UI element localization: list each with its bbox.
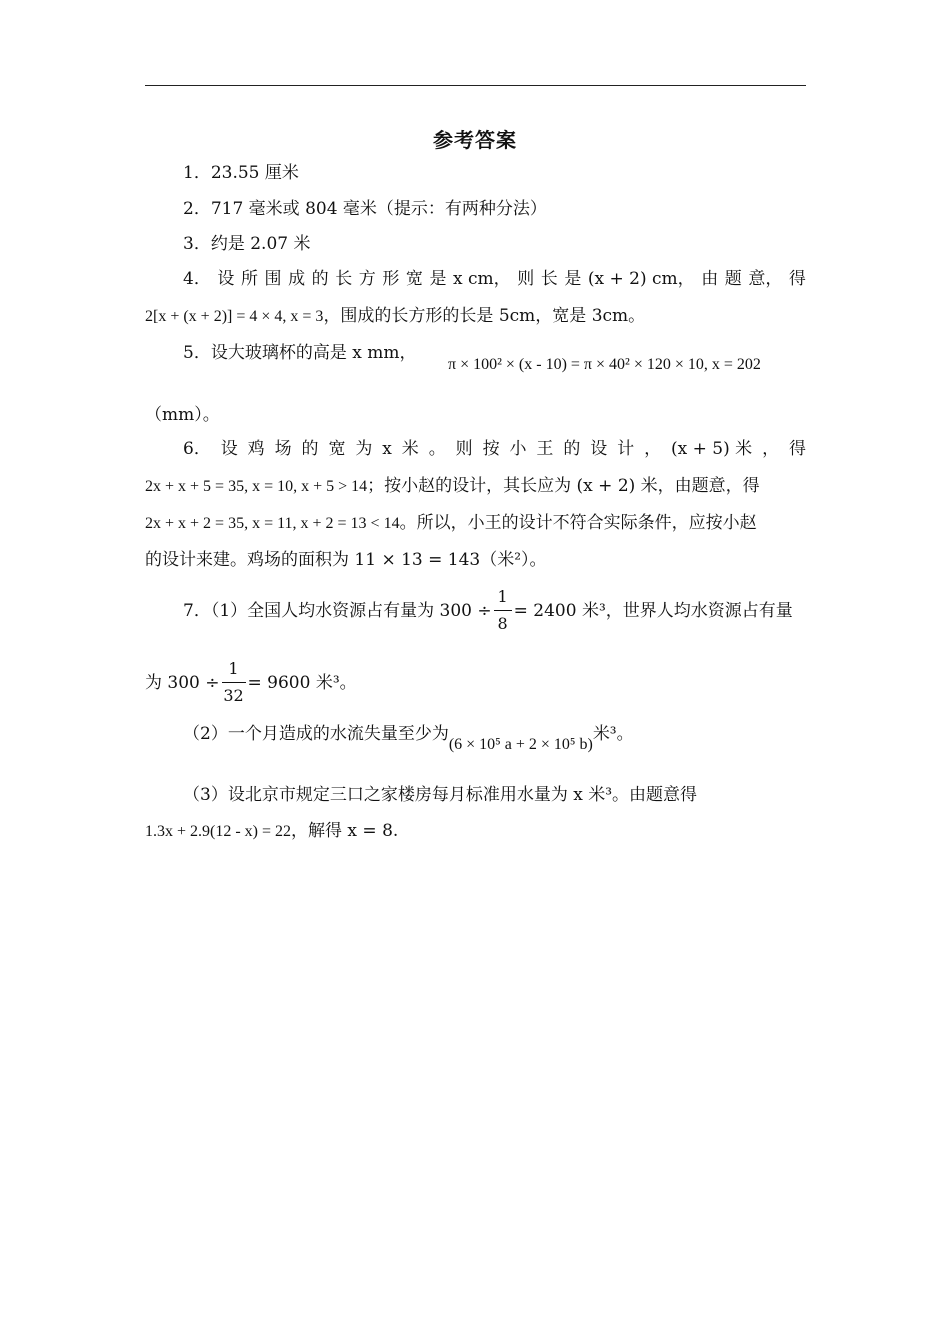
fraction-numerator: 1 — [497, 587, 508, 606]
answer-4-line-1-segment: 方 — [358, 269, 376, 289]
fraction-denominator: 32 — [223, 686, 244, 705]
answer-4-conclusion: ，围成的长方形的长是 5cm，宽是 3cm。 — [323, 306, 646, 326]
answer-6-line-1-segment: 。 — [428, 439, 446, 459]
answer-7-part-3-equation: 1.3x + 2.9(12 - x) = 22 — [145, 823, 292, 840]
answer-2: 2．717 毫米或 804 毫米（提示：有两种分法） — [183, 199, 547, 219]
answer-7-part-3-result: ，解得 x = 8. — [291, 821, 399, 841]
fraction-bar — [222, 682, 246, 683]
answer-6-text-2: ；按小赵的设计，其长应为 (x + 2) 米，由题意，得 — [367, 476, 760, 496]
answer-6-line-1-segment: 宽 — [328, 439, 346, 459]
answer-4-line-2 — [145, 305, 645, 328]
answer-5-equation: π × 100² × (x - 10) = π × 40² × 120 × 10, x = 202 — [448, 356, 761, 373]
answer-7-part-1-post: = 2400 米³，世界人均水资源占有量 — [513, 601, 793, 621]
answer-3: 3．约是 2.07 米 — [183, 234, 311, 254]
answer-7-part-2-expression: (6 × 10⁵ a + 2 × 10⁵ b) — [448, 736, 593, 753]
fraction-one-thirty-second — [220, 658, 248, 708]
header-rule — [145, 85, 806, 86]
answer-4-equation: 2[x + (x + 2)] = 4 × 4, x = 3 — [145, 308, 324, 325]
answer-4-line-1-segment: 是 — [564, 269, 582, 289]
answer-4-line-1-segment: x cm， — [453, 269, 511, 289]
answer-4-line-1-segment: 所 — [240, 269, 258, 289]
answer-6-line-1-segment: 鸡 — [247, 439, 265, 459]
answer-4-line-1-segment: 设 — [217, 269, 235, 289]
answer-4-line-1-segment: 围 — [264, 269, 282, 289]
answer-4-line-1-segment: 题 — [724, 269, 742, 289]
answer-1: 1．23.55 厘米 — [183, 163, 299, 183]
answer-4-line-1-segment: 宽 — [405, 269, 423, 289]
fraction-bar — [494, 610, 512, 611]
answer-6-equation-1: 2x + x + 5 = 35, x = 10, x + 5 > 14 — [145, 478, 368, 495]
answer-6-line-1-segment: 为 — [355, 439, 373, 459]
answer-6-line-1-segment: 王 — [536, 439, 554, 459]
answer-4-line-1-segment: 长 — [335, 269, 353, 289]
answer-5-line-1: 5．设大玻璃杯的高是 x mm， — [183, 343, 417, 363]
answer-6-line-1-segment: 的 — [563, 439, 581, 459]
answer-6-line-1-segment: ， — [762, 439, 780, 459]
answer-6-line-1-segment: 得 — [788, 439, 806, 459]
answer-7-part-3: （3）设北京市规定三口之家楼房每月标准用水量为 x 米³。由题意得 — [183, 785, 698, 805]
answer-7-part-2-text: （2）一个月造成的水流失量至少为 — [183, 724, 449, 744]
answer-6-line-1-segment: 则 — [455, 439, 473, 459]
answer-6-line-1-segment: ， — [644, 439, 662, 459]
answer-4-line-1-segment: 则 — [517, 269, 535, 289]
answer-4-line-1 — [183, 268, 806, 290]
answer-4-line-1-segment: 的 — [311, 269, 329, 289]
fraction-one-eighth — [492, 586, 514, 636]
answer-4-line-1-segment: 成 — [288, 269, 306, 289]
answer-7-part-1b-pre: 为 300 ÷ — [145, 673, 220, 693]
answer-6-line-2 — [145, 475, 760, 498]
answer-6-line-3 — [145, 512, 757, 535]
fraction-denominator: 8 — [497, 614, 508, 633]
page-title: 参考答案 — [433, 128, 517, 152]
answer-4-line-1-segment: 形 — [382, 269, 400, 289]
answer-6-line-1-segment: 6． — [183, 439, 211, 459]
answer-6-text-3: 。所以，小王的设计不符合实际条件，应按小赵 — [399, 513, 757, 533]
answer-5-unit: （mm）。 — [145, 405, 220, 425]
answer-6-line-1-segment: 小 — [509, 439, 527, 459]
answer-4-line-1-segment: 由 — [701, 269, 719, 289]
answer-4-line-1-segment: 得 — [788, 269, 806, 289]
answer-6-line-1-segment: (x + 5) 米 — [671, 439, 753, 459]
answer-7-part-2 — [183, 723, 634, 753]
answer-6-line-1-segment: 按 — [482, 439, 500, 459]
answer-6-equation-2: 2x + x + 2 = 35, x = 11, x + 2 = 13 < 14 — [145, 515, 400, 532]
fraction-numerator: 1 — [228, 659, 239, 678]
answer-6-line-1-segment: 设 — [220, 439, 238, 459]
answer-6-line-1-segment: 计 — [617, 439, 635, 459]
answer-4-line-1-segment: 长 — [540, 269, 558, 289]
answer-4-line-1-segment: 4． — [183, 269, 211, 289]
answer-4-line-1-segment: 意， — [748, 269, 783, 289]
answer-7-part-1b — [145, 657, 357, 709]
answer-7-part-1 — [183, 585, 793, 637]
answer-6-line-1-segment: 米 — [401, 439, 419, 459]
answer-6-line-4: 的设计来建。鸡场的面积为 11 × 13 = 143（米²）。 — [145, 550, 547, 570]
answer-6-line-1-segment: 场 — [274, 439, 292, 459]
answer-6-line-1-segment: x — [382, 439, 392, 459]
answer-6-line-1-segment: 的 — [301, 439, 319, 459]
answer-4-line-1-segment: (x + 2) cm， — [587, 269, 695, 289]
answer-6-line-1-segment: 设 — [590, 439, 608, 459]
answer-7-part-3-line-2 — [145, 820, 398, 843]
answer-4-line-1-segment: 是 — [429, 269, 447, 289]
answer-7-part-2-unit: 米³。 — [592, 724, 634, 744]
answer-6-line-1 — [183, 438, 806, 460]
answer-7-part-1-pre: 7．（1）全国人均水资源占有量为 300 ÷ — [183, 601, 492, 621]
answer-7-part-1b-post: = 9600 米³。 — [247, 673, 357, 693]
